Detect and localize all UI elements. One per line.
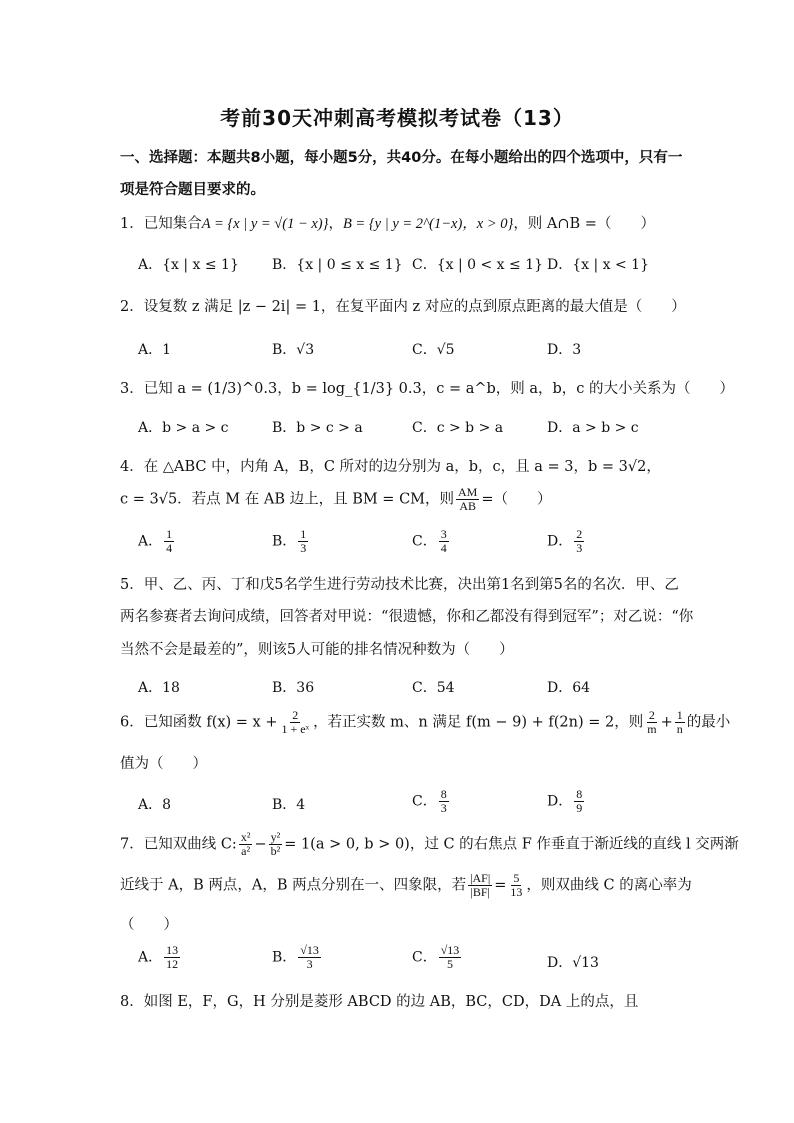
q6-fraction-1-den: 1 + eˣ xyxy=(281,722,310,736)
q7-option-b-den: 3 xyxy=(306,957,313,971)
q4-option-c-fraction xyxy=(439,528,449,555)
question-2-stem: 2．设复数 z 满足 |z − 2i| = 1，在复平面内 z 对应的点到原点距离的最大值是（ ） xyxy=(120,299,686,315)
q4-option-b[interactable] xyxy=(272,528,310,555)
q7-option-c-fraction xyxy=(439,944,462,971)
q1-suffix: ，则 A∩B =（ ） xyxy=(513,216,655,232)
q7-fraction-x xyxy=(239,831,253,858)
q6-fraction-2 xyxy=(645,709,658,736)
q5-option-a[interactable]: A．18 xyxy=(138,680,180,696)
q7-value-num: 5 xyxy=(513,871,520,885)
q4-option-c-label: C． xyxy=(412,533,437,550)
q6-option-c-fraction xyxy=(439,788,449,815)
q1-option-d[interactable]: D．{x | x < 1} xyxy=(547,257,649,273)
q7-option-b-fraction xyxy=(298,944,321,971)
q6-fraction-2-num: 2 xyxy=(648,708,655,722)
q4-option-a-num: 1 xyxy=(166,527,173,541)
q6-fraction-3-num: 1 xyxy=(676,708,683,722)
question-8-line1: 8．如图 E，F，G，H 分别是菱形 ABCD 的边 AB，BC，CD，DA 上的点，且 xyxy=(120,994,639,1010)
q6-option-c-num: 8 xyxy=(440,787,447,801)
q4-option-d-num: 2 xyxy=(576,527,583,541)
q6-option-b[interactable]: B．4 xyxy=(272,797,306,813)
q4-line2-suffix: =（ ） xyxy=(481,491,552,508)
q5-option-c[interactable]: C．54 xyxy=(412,680,455,696)
q7-option-c-den: 5 xyxy=(447,957,454,971)
question-7-line3: （ ） xyxy=(120,917,178,933)
q6-option-d-den: 9 xyxy=(576,801,583,815)
q7-option-a-fraction xyxy=(164,944,180,971)
q6-option-d-num: 8 xyxy=(576,787,583,801)
q3-option-b[interactable]: B．b > c > a xyxy=(272,420,363,436)
q6-option-c-label: C． xyxy=(412,793,437,810)
question-4-line1: 4．在 △ABC 中，内角 A，B，C 所对的边分别为 a，b，c，且 a = 3，b = 3√2， xyxy=(120,459,661,475)
q4-option-a-den: 4 xyxy=(166,541,173,555)
q6-fraction-1 xyxy=(280,709,312,736)
q7-fraction-y xyxy=(269,831,283,858)
q7-option-a-num: 13 xyxy=(166,943,179,957)
q1-set-b: B = {y | y = 2^(1−x)，x > 0} xyxy=(342,216,514,232)
q7-value-fraction xyxy=(508,872,524,899)
q4-option-b-label: B． xyxy=(272,533,297,550)
question-7-line1 xyxy=(120,831,739,858)
q1-set-a: A = {x | y = √(1 − x)} xyxy=(201,216,329,232)
q4-option-b-num: 1 xyxy=(300,527,307,541)
q7-option-c[interactable] xyxy=(412,944,463,971)
q2-option-d[interactable]: D．3 xyxy=(547,342,582,358)
q5-option-d[interactable]: D．64 xyxy=(547,680,591,696)
q1-prefix: 1．已知集合 xyxy=(120,216,202,232)
q6-fraction-2-den: m xyxy=(647,722,657,736)
q6-option-a[interactable]: A．8 xyxy=(138,797,172,813)
q7-fraction-x-num: x² xyxy=(240,830,251,844)
question-6-line2: 值为（ ） xyxy=(120,756,207,772)
question-5-line1: 5．甲、乙、丙、丁和戊5名学生进行劳动技术比赛，决出第1名到第5名的名次．甲、乙 xyxy=(120,577,679,593)
q6-option-d-label: D． xyxy=(547,793,573,810)
q4-option-a-fraction xyxy=(164,528,174,555)
q4-option-d[interactable] xyxy=(547,528,586,555)
q4-option-d-fraction xyxy=(574,528,584,555)
q6-option-c-den: 3 xyxy=(440,801,447,815)
question-1-stem xyxy=(120,212,655,233)
question-4-line2 xyxy=(120,486,552,513)
q6-option-d[interactable] xyxy=(547,788,586,815)
q4-ratio-den: AB xyxy=(459,499,477,513)
q7-option-c-num: √13 xyxy=(440,943,460,957)
q6-line1-prefix: 6．已知函数 f(x) = x + xyxy=(120,714,278,731)
q4-ratio-num: AM xyxy=(458,485,478,499)
q1-mid: ， xyxy=(328,216,343,232)
q7-fraction-y-num: y² xyxy=(270,830,281,844)
q2-option-c[interactable]: C．√5 xyxy=(412,342,455,358)
q7-line1-suffix: = 1(a > 0, b > 0)，过 C 的右焦点 F 作垂直于渐近线的直线 l 交两渐 xyxy=(284,836,739,853)
q4-option-d-label: D． xyxy=(547,533,573,550)
q7-fraction-y-den: b² xyxy=(270,844,281,858)
question-5-line2: 两名参赛者去询问成绩，回答者对甲说：“很遗憾，你和乙都没有得到冠军”；对乙说：“你 xyxy=(120,609,694,625)
q7-line2-suffix: ，则双曲线 C 的离心率为 xyxy=(526,877,692,894)
q6-fraction-3 xyxy=(675,709,685,736)
q7-line1-prefix: 7．已知双曲线 C: xyxy=(120,836,237,853)
q7-option-d[interactable]: D．√13 xyxy=(547,955,599,971)
q7-option-b[interactable] xyxy=(272,944,323,971)
q4-option-a-label: A． xyxy=(138,533,163,550)
q7-option-b-num: √13 xyxy=(300,943,319,957)
q4-ratio-fraction xyxy=(456,486,479,513)
q7-minus: − xyxy=(254,836,267,853)
q6-plus: + xyxy=(660,714,673,731)
q7-ratio-num: |AF| xyxy=(470,871,491,885)
q7-eq: = xyxy=(494,877,507,894)
q6-option-c[interactable] xyxy=(412,788,451,815)
q6-fraction-3-den: n xyxy=(676,722,683,736)
question-7-line2 xyxy=(120,872,692,899)
q7-fraction-x-den: a² xyxy=(241,844,251,858)
q3-option-c[interactable]: C．c > b > a xyxy=(412,420,504,436)
question-5-line3: 当然不会是最差的”，则该5人可能的排名情况种数为（ ） xyxy=(120,642,514,658)
q1-option-b[interactable]: B．{x | 0 ≤ x ≤ 1} xyxy=(272,257,403,273)
q7-option-a-label: A． xyxy=(138,949,163,966)
question-3-stem: 3．已知 a = (1/3)^0.3，b = log_{1/3} 0.3，c = a^b，则 a，b，c 的大小关系为（ ） xyxy=(120,381,735,397)
section-heading-line1: 一、选择题：本题共8小题，每小题5分，共40分。在每小题给出的四个选项中，只有一 xyxy=(120,150,683,166)
page-title: 考前30天冲刺高考模拟考试卷（13） xyxy=(220,106,574,130)
q2-option-b[interactable]: B．√3 xyxy=(272,342,315,358)
q4-option-c[interactable] xyxy=(412,528,451,555)
q6-option-d-fraction xyxy=(574,788,584,815)
q4-line2-prefix: c = 3√5．若点 M 在 AB 边上，且 BM = CM，则 xyxy=(120,491,455,508)
q7-value-den: 13 xyxy=(510,885,523,899)
q4-option-c-num: 3 xyxy=(440,527,447,541)
q6-fraction-1-num: 2 xyxy=(292,708,299,722)
q7-ratio-fraction xyxy=(468,872,492,899)
q6-line1-mid: ，若正实数 m、n 满足 f(m − 9) + f(2n) = 2，则 xyxy=(313,714,644,731)
q7-option-c-label: C． xyxy=(412,949,437,966)
q7-option-a-den: 12 xyxy=(166,957,179,971)
q2-option-a[interactable]: A．1 xyxy=(138,342,172,358)
q7-ratio-den: |BF| xyxy=(470,885,490,899)
q4-option-c-den: 4 xyxy=(440,541,447,555)
q7-option-a[interactable] xyxy=(138,944,182,971)
q7-line2-prefix: 近线于 A，B 两点，A，B 两点分别在一、四象限，若 xyxy=(120,877,467,894)
q1-option-c[interactable]: C．{x | 0 < x ≤ 1} xyxy=(412,257,544,273)
question-6-line1 xyxy=(120,709,730,736)
q1-option-a[interactable]: A．{x | x ≤ 1} xyxy=(138,257,239,273)
q5-option-b[interactable]: B．36 xyxy=(272,680,315,696)
q4-option-a[interactable] xyxy=(138,528,176,555)
q3-option-a[interactable]: A．b > a > c xyxy=(138,420,229,436)
q4-option-b-fraction xyxy=(298,528,308,555)
q3-option-d[interactable]: D．a > b > c xyxy=(547,420,639,436)
q7-option-b-label: B． xyxy=(272,949,297,966)
section-heading-line2: 项是符合题目要求的。 xyxy=(120,182,265,198)
q6-line1-suffix: 的最小 xyxy=(686,714,731,731)
q4-option-d-den: 3 xyxy=(576,541,583,555)
q4-option-b-den: 3 xyxy=(300,541,307,555)
